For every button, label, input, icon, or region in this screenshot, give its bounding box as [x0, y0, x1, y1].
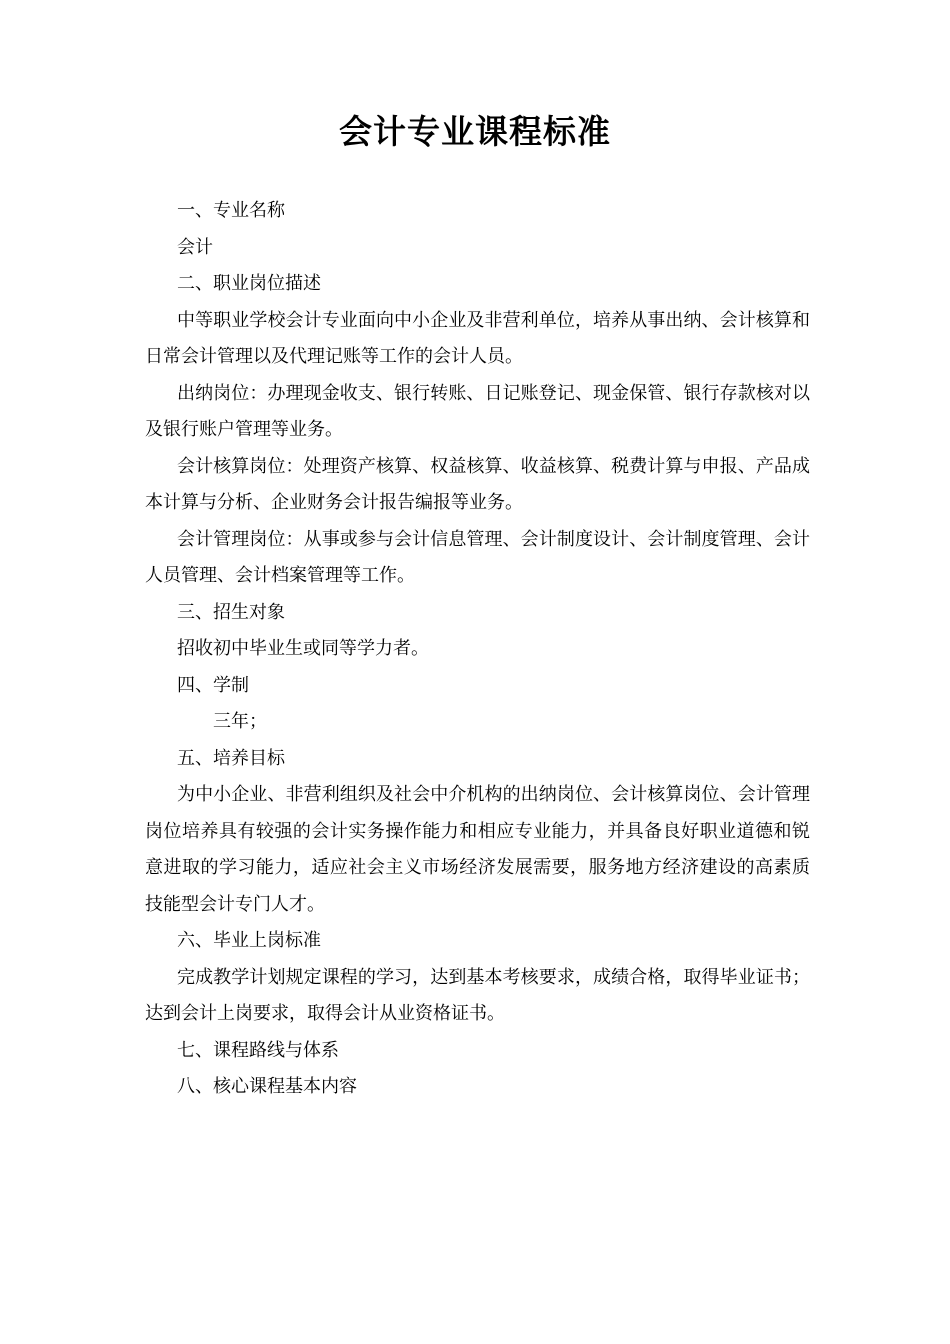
section-heading-major-name: 一、专业名称 [177, 200, 285, 221]
section-heading-duration: 四、学制 [177, 674, 249, 696]
paragraph-accounting-position: 会计核算岗位：处理资产核算、权益核算、收益核算、税费计算与申报、产品成本计算与分析、企业财务会计报告编报等业务。 [145, 455, 810, 513]
section-heading-core-courses: 八、核心课程基本内容 [177, 1076, 357, 1097]
section-heading-objectives: 五、培养目标 [177, 747, 285, 769]
section-heading-graduation: 六、毕业上岗标准 [177, 930, 321, 951]
document-body [145, 193, 810, 1106]
section-heading-job-description: 二、职业岗位描述 [177, 273, 321, 294]
paragraph-cashier-position: 出纳岗位：办理现金收支、银行转账、日记账登记、现金保管、银行存款核对以及银行账户管理等业务。 [145, 382, 810, 440]
paragraph-objectives: 为中小企业、非营利组织及社会中介机构的出纳岗位、会计核算岗位、会计管理岗位培养具有较强的会计实务操作能力和相应专业能力，并具备良好职业道德和锐意进取的学习能力，适应社会主义市场经济发展需要，服务地方经济建设的高素质技能型会计专门人才。 [145, 784, 810, 915]
paragraph-job-overview: 中等职业学校会计专业面向中小企业及非营利单位，培养从事出纳、会计核算和日常会计管理以及代理记账等工作的会计人员。 [145, 309, 810, 367]
section-heading-enrollment: 三、招生对象 [177, 601, 285, 623]
paragraph-management-position: 会计管理岗位：从事或参与会计信息管理、会计制度设计、会计制度管理、会计人员管理、会计档案管理等工作。 [145, 528, 810, 586]
document-title: 会计专业课程标准 [339, 112, 611, 151]
paragraph-enrollment: 招收初中毕业生或同等学力者。 [177, 638, 429, 659]
paragraph-graduation: 完成教学计划规定课程的学习，达到基本考核要求，成绩合格，取得毕业证书；达到会计上岗要求，取得会计从业资格证书。 [145, 966, 810, 1024]
paragraph-duration: 三年； [213, 711, 267, 732]
paragraph-major-name: 会计 [177, 236, 213, 258]
section-heading-curriculum: 七、课程路线与体系 [177, 1039, 339, 1061]
